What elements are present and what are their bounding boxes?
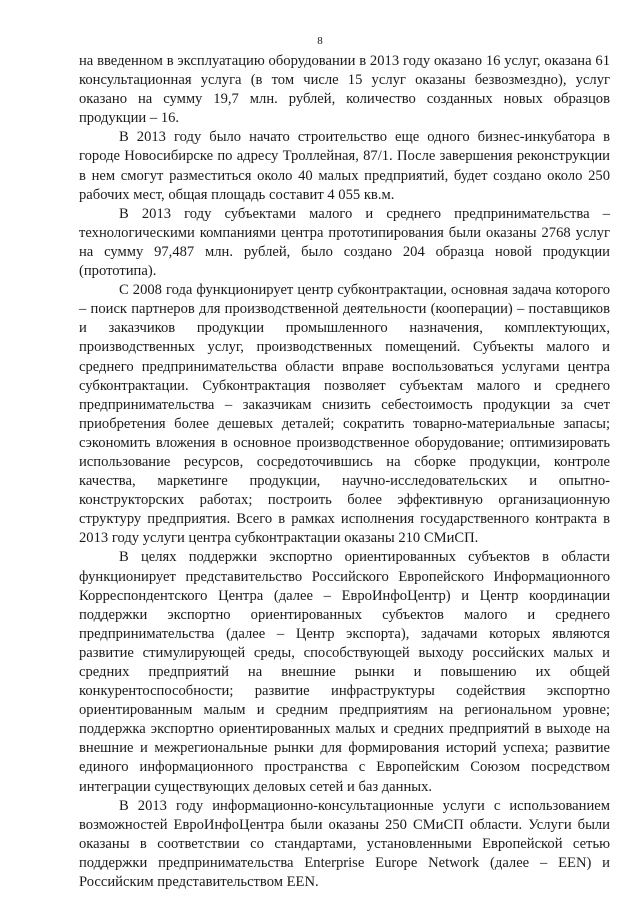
paragraph-prototyping-services-continued: на введенном в эксплуатацию оборудовании в 2013 году оказано 16 услуг, оказана 61 консультационная услуга (в том числе 15 услуг оказаны безвозмездно), услуг оказано на сумму 19,7 млн. рублей, количество созданных новых образцов продукции – 16.	[79, 53, 610, 127]
paragraph-prototyping-center: В 2013 году субъектами малого и среднего предпринимательства – технологическими компаниями центра прототипирования были оказаны 2768 услуг на сумму 97,487 млн. рублей, было создано 204 образца новой продукции (прототипа).	[79, 205, 610, 280]
paragraph-business-incubator: В 2013 году было начато строительство еще одного бизнес-инкубатора в городе Новосибирске по адресу Троллейная, 87/1. После завершения реконструкции в нем смогут разместиться около 40 малых предприятий, будет создано около 250 рабочих мест, общая площадь составит 4 055 кв.м.	[79, 129, 610, 203]
page-number: 8	[317, 35, 323, 47]
paragraph-euroinfocentre-services: В 2013 году информационно-консультационные услуги с использованием возможностей ЕвроИнфоЦентра были оказаны 250 СМиСП области. Услуги были оказаны в соответствии со стандартами, установленными Европейской сетью поддержки предпринимательства Enterprise Europe Network (далее – EEN) и Российским представительством EEN.	[79, 797, 610, 891]
paragraph-export-support: В целях поддержки экспортно ориентированных субъектов в области функционирует представительство Российского Европейского Информационного Корреспондентского Центра (далее – ЕвроИнфоЦентр) и Центр координации поддержки экспортно ориентированных субъектов малого и среднего предпринимательства (далее – Центр экспорта), задачами которых являются развитие стимулирующей среды, способствующей выходу российских малых и средних предприятий на внешние рынки и повышению их общей конкурентоспособности; развитие инфраструктуры содействия экспортно ориентированным малым и средним предприятиям на региональном уровне; поддержка экспортно ориентированных малых и средних предприятий в выходе на внешние и межрегиональные рынки для формирования историй успеха; развитие единого информационного пространства с Европейским Союзом посредством интеграции существующих деловых сетей и баз данных.	[79, 549, 610, 795]
paragraph-subcontracting-center: С 2008 года функционирует центр субконтрактации, основная задача которого – поиск партнеров для производственной деятельности (кооперации) – поставщиков и заказчиков продукции промышленного назначения, комплектующих, производственных услуг, производственных помещений. Субъекты малого и среднего предпринимательства области вправе воспользоваться услугами центра субконтрактации. Субконтрактация позволяет субъектам малого и среднего предпринимательства – заказчикам снизить себестоимость продукции за счет приобретения более дешевых деталей; сократить товарно-материальные запасы; сэкономить вложения в основное производственное оборудование; оптимизировать использование ресурсов, сосредоточившись на сборке продукции, контроле качества, маркетинге продукции, научно-исследовательских и опытно-конструкторских работах; построить более эффективную организационную структуру предприятия. Всего в рамках исполнения государственного контракта в 2013 году услуги центра субконтрактации оказаны 210 СМиСП.	[79, 282, 610, 547]
document-body	[79, 52, 610, 892]
